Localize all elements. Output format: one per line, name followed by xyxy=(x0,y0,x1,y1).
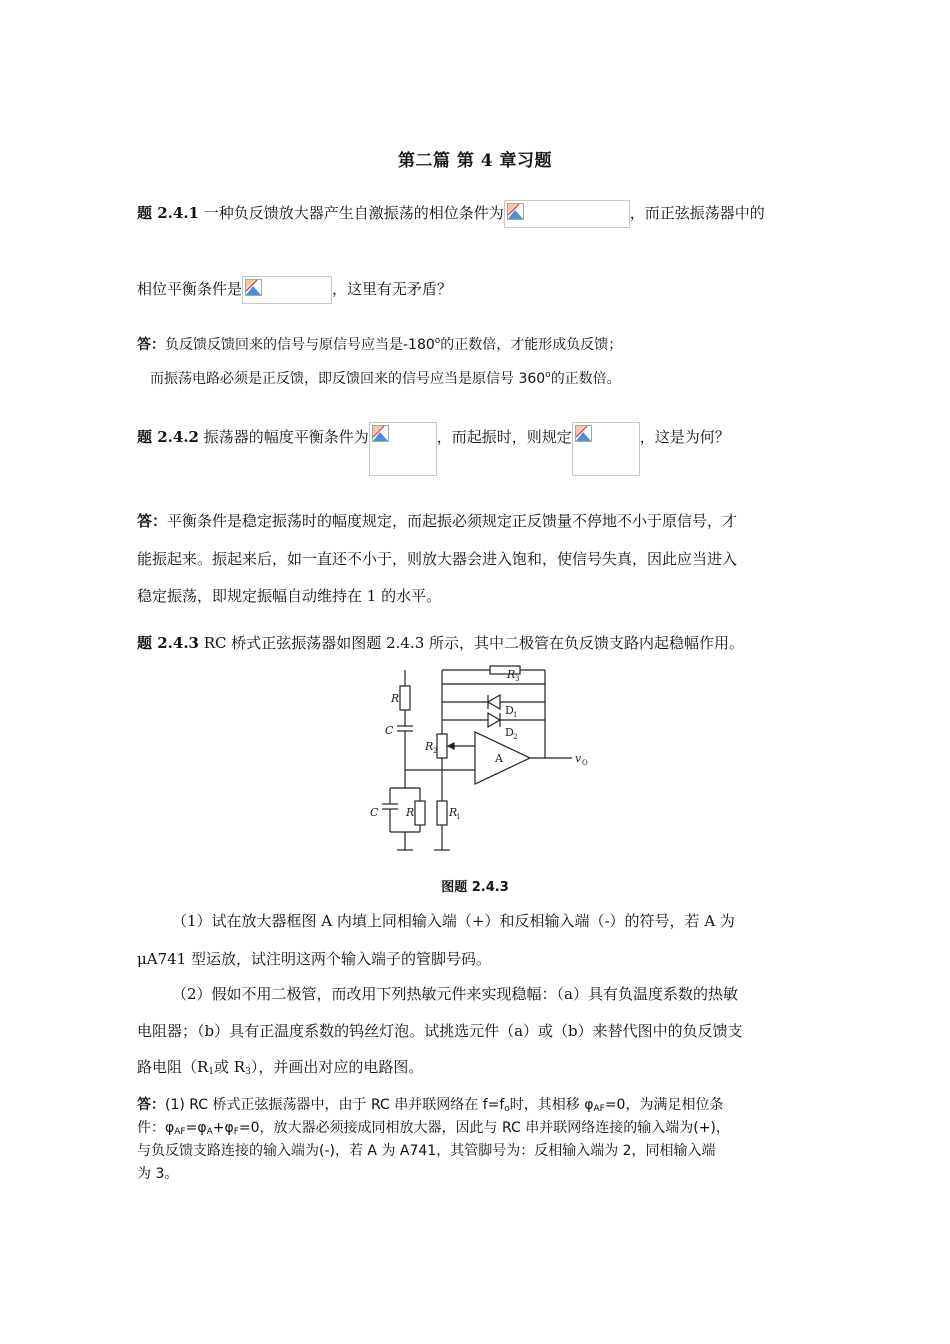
resistor-r-bottom xyxy=(415,801,425,825)
q3-answer-text1c: =0，为满足相位条 xyxy=(604,1097,724,1113)
q3-answer-sub2b: A xyxy=(206,1127,213,1137)
q2-answer-label: 答： xyxy=(137,512,168,530)
q3-part2-sub1: 1 xyxy=(208,1067,215,1077)
q1-answer-text1: 负反馈反馈回来的信号与原信号应当是-180 xyxy=(165,337,435,353)
resistor-r-top xyxy=(400,686,410,710)
q3-part2-text-a: 路电阻（R xyxy=(137,1058,209,1076)
q3-part1-line1: （1）试在放大器框图 A 内填上同相输入端（+）和反相输入端（-）的符号，若 A 为 xyxy=(172,912,735,930)
q1-answer-text2: 而振荡电路必须是正反馈，即反馈回来的信号应当是原信号 360 xyxy=(150,371,546,387)
q1-line1 xyxy=(137,200,765,228)
diode-d2 xyxy=(488,713,500,727)
q2-answer-line2: 能振起来。振起来后，如一直还不小于，则放大器会进入饱和，使信号失真，因此应当进入 xyxy=(137,550,738,568)
q3-answer-sub1b: AF xyxy=(593,1104,605,1114)
q3-answer-text2c: +φ xyxy=(212,1120,234,1136)
q1-text-after: ，而正弦振荡器中的 xyxy=(629,204,765,222)
q3-part2-line3 xyxy=(137,1056,423,1077)
q3-part1-line2: μA741 型运放，试注明这两个输入端子的管脚号码。 xyxy=(137,950,491,968)
label-r-bottom: R xyxy=(406,806,415,819)
q3-answer-sub1: o xyxy=(504,1104,510,1114)
label-d1-sub: 1 xyxy=(513,711,518,719)
q2-end: ，这是为何？ xyxy=(639,428,730,446)
label-vo: v xyxy=(575,752,582,765)
figure-caption: 图题 2.4.3 xyxy=(441,880,509,895)
q2-answer-line3: 稳定振荡，即规定振幅自动维持在 1 的水平。 xyxy=(137,587,442,605)
q3-part2-line1: （2）假如不用二极管，而改用下列热敏元件来实现稳幅：（a）具有负温度系数的热敏 xyxy=(172,985,738,1003)
q3-answer-text2d: =0，放大器必须接成同相放大器，因此与 RC 串并联网络连接的输入端为(+)， xyxy=(238,1120,730,1136)
q2-label: 题 2.4.2 xyxy=(137,428,199,446)
q2-answer-text1: 平衡条件是稳定振荡时的幅度规定，而起振必须规定正反馈量不停地不小于原信号，才 xyxy=(167,512,738,530)
circuit-diagram xyxy=(360,664,600,860)
label-c-bottom: C xyxy=(370,806,379,819)
label-c-top: C xyxy=(385,724,394,737)
q1-text2-after: ，这里有无矛盾？ xyxy=(332,280,453,298)
diode-d1 xyxy=(488,695,500,709)
resistor-r3 xyxy=(490,666,520,674)
q3-label: 题 2.4.3 xyxy=(137,634,199,652)
q2-mid: ，而起振时，则规定 xyxy=(436,428,572,446)
q3-answer-text2b: =φ xyxy=(185,1120,207,1136)
q3-answer-label: 答： xyxy=(137,1097,165,1113)
q1-answer-sup1: o xyxy=(434,336,441,346)
q2-text: 振荡器的幅度平衡条件为 xyxy=(203,428,369,446)
resistor-r2 xyxy=(437,734,447,758)
q1-answer-line2 xyxy=(150,368,621,388)
broken-image-icon xyxy=(242,276,332,304)
q1-text: 一种负反馈放大器产生自激振荡的相位条件为 xyxy=(203,204,504,222)
q3-answer-sub2a: AF xyxy=(174,1127,186,1137)
label-r3: R xyxy=(507,668,516,681)
broken-image-icon xyxy=(369,422,437,476)
q1-answer-label: 答： xyxy=(137,337,165,353)
label-vo-sub: O xyxy=(582,759,588,767)
label-r3-sub: 3 xyxy=(515,675,520,683)
q3-answer-line2 xyxy=(137,1117,730,1137)
label-r2-sub: 2 xyxy=(433,747,438,755)
label-r1: R xyxy=(449,806,458,819)
q1-line2 xyxy=(137,276,452,304)
q1-answer-sup2: o xyxy=(545,370,551,380)
q1-answer-end2: 的正数倍。 xyxy=(550,371,621,387)
label-d1: D xyxy=(505,704,514,717)
q2-answer-line1 xyxy=(137,510,737,531)
q3-answer-line3: 与负反馈支路连接的输入端为(-)，若 A 为 A741，其管脚号为：反相输入端为 2，同相输入端 xyxy=(137,1143,716,1159)
q3-answer-text1: (1) RC 桥式正弦振荡器中，由于 RC 串并联网络在 f=f xyxy=(165,1097,505,1113)
label-r1-sub: 1 xyxy=(456,813,461,821)
page-title: 第二篇 第 4 章习题 xyxy=(397,151,553,171)
label-r2: R xyxy=(425,740,434,753)
q1-answer-line1 xyxy=(137,334,622,354)
q1-answer-end1: 的正数倍，才能形成负反馈； xyxy=(440,337,623,353)
q2-line1 xyxy=(137,426,730,476)
q3-answer-sub2c: F xyxy=(233,1127,239,1137)
label-amp: A xyxy=(495,752,503,765)
q3-text: RC 桥式正弦振荡器如图题 2.4.3 所示，其中二极管在负反馈支路内起稳幅作用。 xyxy=(203,634,745,652)
q3-part2-text-c: ），并画出对应的电路图。 xyxy=(250,1058,424,1076)
broken-image-icon xyxy=(504,200,630,228)
label-d2: D xyxy=(505,726,514,739)
q3-part2-line2: 电阻器；（b）具有正温度系数的钨丝灯泡。试挑选元件（a）或（b）来替代图中的负反馈支 xyxy=(137,1022,743,1040)
q3-answer-line4: 为 3。 xyxy=(137,1166,179,1182)
q3-answer-text2a: 件：φ xyxy=(137,1120,175,1136)
broken-image-icon xyxy=(572,422,640,476)
q3-answer-text1b: 时，其相移 φ xyxy=(509,1097,594,1113)
q3-answer-line1 xyxy=(137,1094,723,1114)
q1-text2: 相位平衡条件是 xyxy=(137,280,243,298)
resistor-r1 xyxy=(437,801,447,825)
label-d2-sub: 2 xyxy=(513,733,518,741)
q3-part2-text-b: 或 R xyxy=(214,1058,246,1076)
label-r-top: R xyxy=(391,692,400,705)
q3-line1 xyxy=(137,632,744,653)
q3-part2-sub3: 3 xyxy=(245,1067,251,1077)
q1-label: 题 2.4.1 xyxy=(137,204,199,222)
